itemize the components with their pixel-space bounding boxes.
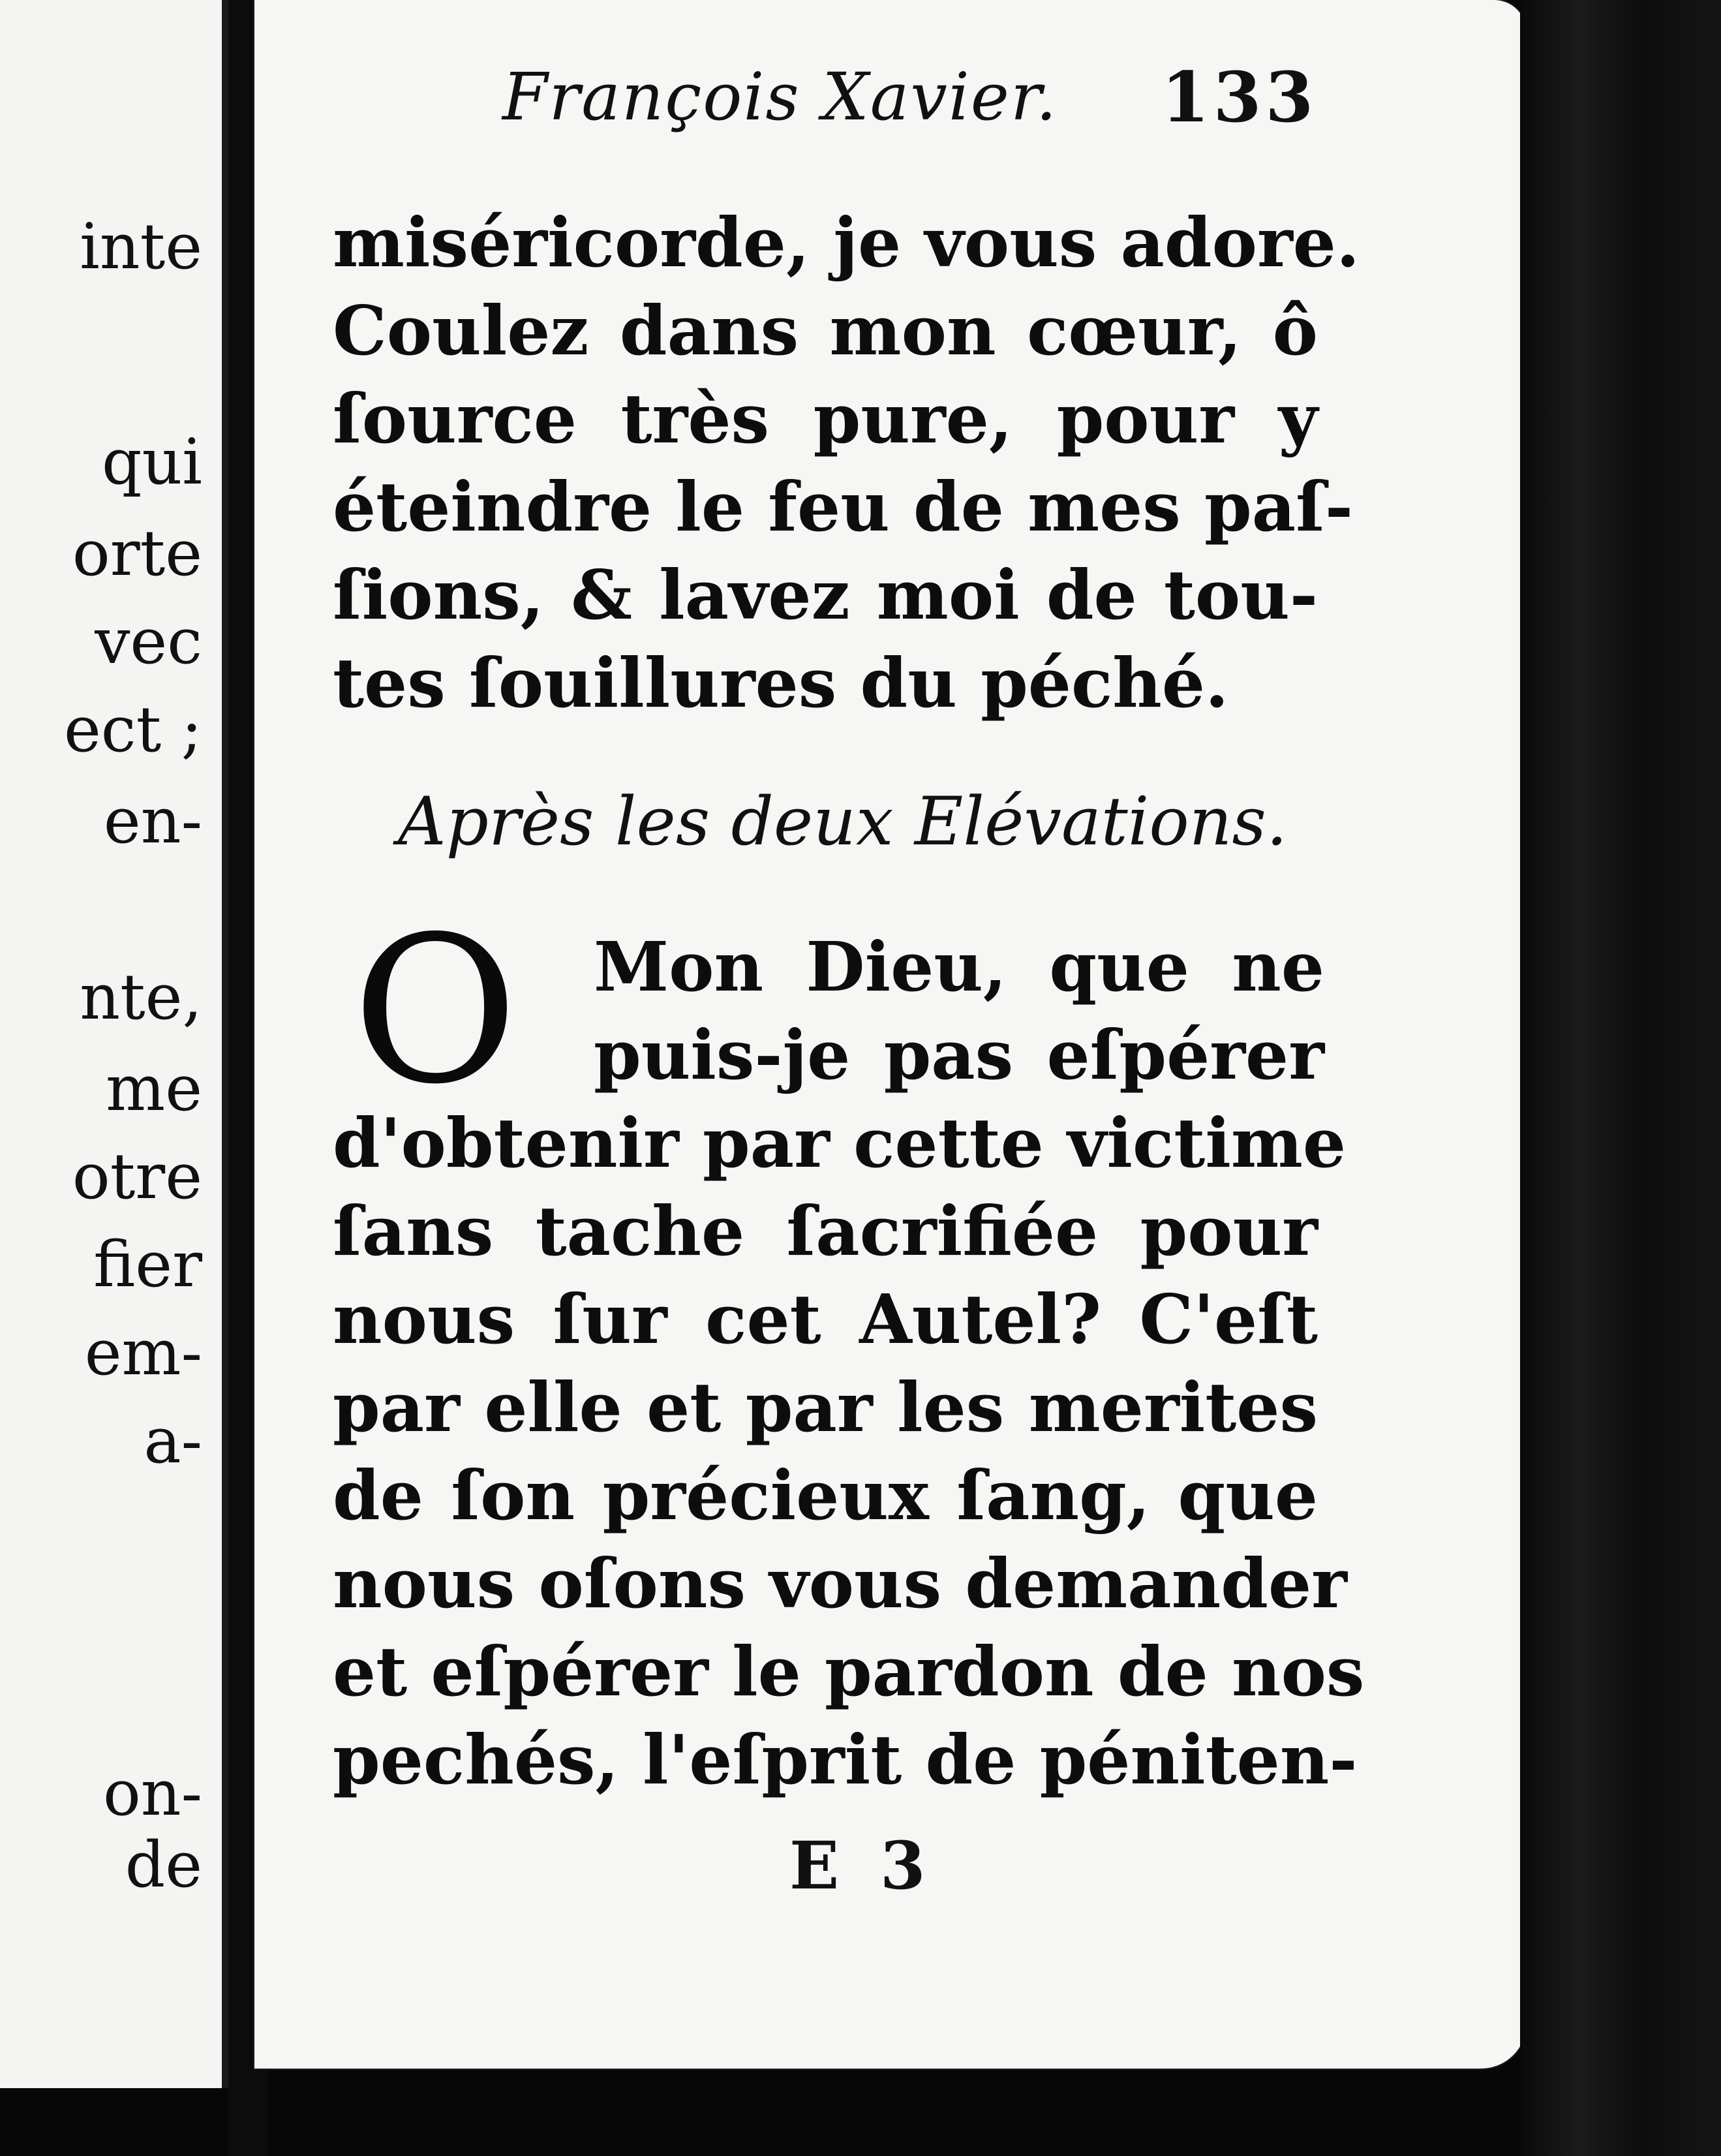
signature-mark: E 3 xyxy=(789,1827,935,1904)
book-edge xyxy=(1520,0,1721,2156)
left-fragment-line: inte xyxy=(80,210,202,283)
previous-page-fragment xyxy=(0,0,228,2088)
body-line: éteindre le feu de mes paſ- xyxy=(333,467,1354,547)
left-fragment-line: de xyxy=(125,1828,202,1902)
left-fragment-line: fier xyxy=(93,1228,202,1301)
paragraph-line: nous ſur cet Autel? C'eſt xyxy=(333,1279,1318,1359)
paragraph-line: pechés, l'eſprit de péniten- xyxy=(333,1719,1358,1800)
body-line: tes ſouillures du péché. xyxy=(333,643,1229,723)
body-line: Coulez dans mon cœur, ô xyxy=(333,290,1318,371)
running-head-title: François Xavier. xyxy=(502,59,1058,135)
left-fragment-line: em- xyxy=(84,1316,202,1389)
left-fragment-line: on- xyxy=(102,1757,202,1830)
left-fragment-line: orte xyxy=(72,517,202,590)
paragraph-line: de ſon précieux ſang, que xyxy=(333,1455,1318,1535)
body-line: ſions, & lavez moi de tou- xyxy=(333,555,1318,635)
paragraph-line: par elle et par les merites xyxy=(333,1367,1318,1447)
left-fragment-line: qui xyxy=(102,425,202,499)
left-fragment-line: nte, xyxy=(80,961,202,1034)
paragraph-line: puis-je pas eſpérer xyxy=(594,1015,1324,1095)
paragraph-line: et eſpérer le pardon de nos xyxy=(333,1631,1365,1712)
body-line: miséricorde, je vous adore. xyxy=(333,202,1360,283)
running-head xyxy=(248,46,1318,137)
drop-cap: O xyxy=(352,893,519,1129)
left-fragment-line: en- xyxy=(103,784,202,857)
paragraph-line: ſans tache ſacrifiée pour xyxy=(333,1191,1318,1271)
left-fragment-line: ect ; xyxy=(63,693,202,766)
section-heading: Après les deux Elévations. xyxy=(398,783,1288,861)
paragraph-line: nous oſons vous demander xyxy=(333,1543,1347,1624)
paragraph-line: d'obtenir par cette victime xyxy=(333,1103,1347,1183)
left-fragment-line: vec xyxy=(95,605,202,678)
paragraph-line: Mon Dieu, que ne xyxy=(594,927,1324,1007)
page-number: 133 xyxy=(1161,56,1318,138)
left-fragment-line: otre xyxy=(72,1140,202,1213)
body-line: ſource très pure, pour y xyxy=(333,378,1318,459)
left-fragment-line: me xyxy=(106,1052,202,1125)
left-fragment-line: a- xyxy=(144,1404,202,1477)
